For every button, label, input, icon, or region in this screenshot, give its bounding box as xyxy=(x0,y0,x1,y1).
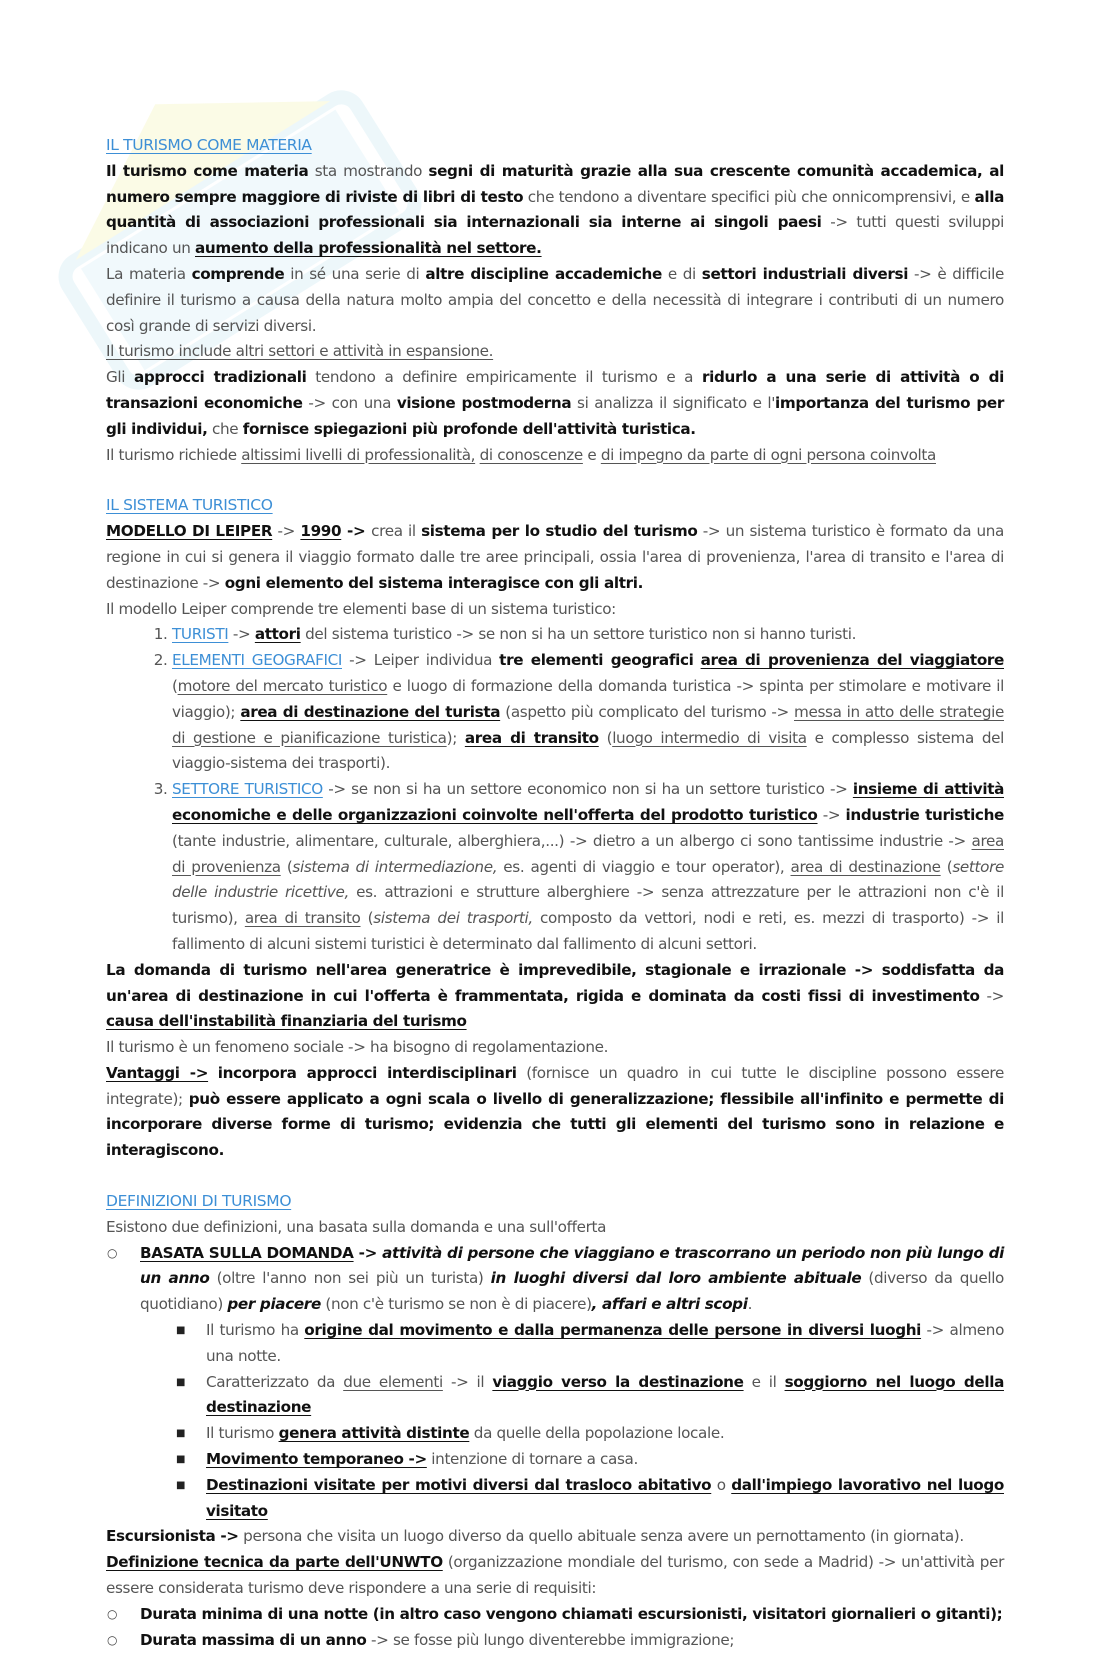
numbered-list xyxy=(106,622,1004,957)
underlined-text: area di provenienza xyxy=(172,831,1004,876)
bold-italic-text: in luoghi diversi dal loro ambiente abituale xyxy=(490,1269,862,1288)
text: (oltre l'anno non sei più un turista) xyxy=(209,1269,491,1288)
paragraph xyxy=(106,958,1004,1035)
text: (tante industrie, alimentare, culturale, alberghiera,...) -> dietro a un albergo ci sono tantissime industrie -> xyxy=(172,831,972,850)
bold-italic-text: attività di persone che viaggiano e trascorrano un periodo non più lungo di un anno xyxy=(140,1243,1005,1288)
bold-text: Escursionista -> xyxy=(106,1527,239,1546)
list-item xyxy=(206,1473,1004,1525)
bold-underlined-text: area di transito xyxy=(464,728,599,747)
section-title-definizioni: DEFINIZIONI DI TURISMO xyxy=(106,1192,292,1211)
text: (organizzazione mondiale del turismo, con sede a Madrid) -> un'attività per essere considerata turismo deve rispondere a una serie di requisiti: xyxy=(106,1553,1004,1598)
list-item xyxy=(172,648,1004,777)
text: -> un sistema turistico è formato da una regione in cui si genera il viaggio formato dalle tre aree principali, ossia l'area di provenienza, l'area di transito e l'area di destinazione -> xyxy=(106,522,1004,592)
italic-text: sistema dei trasporti, xyxy=(373,909,533,928)
text: es. attrazioni e strutture alberghiere -> senza attrezzature per le attrazioni non c'è il turismo), xyxy=(172,883,1005,928)
list-item xyxy=(206,1318,1004,1370)
list-item xyxy=(172,777,1004,958)
underlined-text: area di destinazione xyxy=(790,857,941,876)
bold-text: ogni elemento del sistema interagisce con gli altri. xyxy=(224,573,644,592)
text xyxy=(208,1064,218,1082)
list-item xyxy=(172,622,1004,648)
text: Gli xyxy=(106,368,134,387)
bold-underlined-text: genera attività distinte xyxy=(278,1424,470,1443)
bold-text: Durata massima di un anno xyxy=(140,1630,367,1649)
text: e complesso sistema del viaggio-sistema dei trasporti). xyxy=(172,728,1004,773)
text: persona che visita un luogo diverso da quello abituale senza avere un pernottamento (in giornata). xyxy=(238,1527,964,1546)
text: -> è difficile definire il turismo a causa della natura molto ampia del concetto e della necessità di integrare i contributi di un numero così grande di servizi diversi. xyxy=(106,264,1004,335)
bold-italic-text: , affari e altri scopi xyxy=(591,1295,748,1314)
text: Il turismo xyxy=(206,1424,279,1443)
list-item xyxy=(140,1602,1004,1628)
list-item xyxy=(140,1628,1004,1653)
bold-underlined-text: origine dal movimento e dalla permanenza delle persone in diversi luoghi xyxy=(304,1321,922,1340)
bold-text: tre elementi geografici xyxy=(499,651,694,670)
text xyxy=(693,651,700,669)
bold-underlined-text: area di provenienza del viaggiatore xyxy=(700,651,1004,670)
text: sta mostrando xyxy=(308,161,429,180)
text: -> almeno una notte. xyxy=(206,1321,1005,1365)
bold-text: altre discipline accademiche xyxy=(425,264,662,283)
text: (fornisce un quadro in cui tutte le discipline possono essere integrate); xyxy=(106,1063,1004,1108)
bold-text: comprende xyxy=(191,264,285,283)
bold-underlined-text: Definizione tecnica da parte dell'UNWTO xyxy=(106,1553,443,1572)
bold-text: -> xyxy=(353,1243,383,1262)
paragraph xyxy=(106,159,1004,262)
italic-text: sistema di intermediazione, xyxy=(292,857,498,876)
italic-text: settore delle industrie ricettive, xyxy=(172,857,1004,902)
underlined-paragraph: Il turismo include altri settori e attività in espansione. xyxy=(106,342,494,361)
text: ( xyxy=(598,728,613,747)
bold-text: ridurlo a una serie di attività o di transazioni economiche xyxy=(106,368,1005,412)
underlined-text: di conoscenze xyxy=(479,445,583,464)
text: -> Leiper individua xyxy=(342,651,500,670)
paragraph: Esistono due definizioni, una basata sulla domanda e una sull'offerta xyxy=(106,1217,607,1236)
bold-underlined-text: aumento della professionalità nel settore. xyxy=(195,239,542,258)
text: -> xyxy=(979,986,1004,1005)
paragraph xyxy=(106,1550,1004,1602)
text: Il turismo richiede xyxy=(106,445,242,464)
bold-text: fornisce spiegazioni più profonde dell'attività turistica. xyxy=(242,419,696,438)
bold-underlined-text: Vantaggi -> xyxy=(106,1063,209,1082)
text: ); xyxy=(446,728,465,747)
bold-underlined-text: MODELLO DI LEIPER xyxy=(106,522,273,541)
text: e xyxy=(582,445,601,464)
paragraph: Il turismo è un fenomeno sociale -> ha bisogno di regolamentazione. xyxy=(106,1038,609,1057)
bold-text: Il turismo come materia xyxy=(106,161,309,180)
bold-text: sistema per lo studio del turismo xyxy=(421,522,698,541)
text: (diverso da quello quotidiano) xyxy=(140,1269,1004,1314)
list-item xyxy=(140,1241,1004,1525)
text: ( xyxy=(360,909,374,928)
bold-underlined-text: 1990 xyxy=(300,522,342,541)
bold-underlined-text: insieme di attività economiche e delle organizzazioni coinvolte nell'offerta del prodotto turistico xyxy=(172,780,1004,824)
bold-text: -> xyxy=(341,522,372,541)
bold-underlined-text: area di destinazione del turista xyxy=(240,702,501,721)
bold-text: importanza del turismo per gli individui, xyxy=(106,393,1004,438)
text: ( xyxy=(280,857,293,876)
bold-underlined-text: attori xyxy=(254,625,301,644)
text: che xyxy=(207,419,243,438)
text: (aspetto più complicato del turismo -> xyxy=(500,702,795,721)
text: Caratterizzato da xyxy=(206,1372,344,1391)
text: -> il xyxy=(442,1372,493,1391)
section-title-sistema: IL SISTEMA TURISTICO xyxy=(106,496,273,515)
text: si analizza il significato e l' xyxy=(571,393,776,412)
bold-underlined-text: dall'impiego lavorativo nel luogo visitato xyxy=(206,1475,1004,1520)
bold-text: può essere applicato a ogni scala o livello di generalizzazione; flessibile all'infinito e permette di incorporare diverse forme di turismo; evidenzia che tutti gli elementi del turismo sono in relazione e interagiscono. xyxy=(106,1089,1004,1160)
text: e il xyxy=(743,1372,785,1391)
text: -> xyxy=(817,805,846,824)
blue-underlined-text: TURISTI xyxy=(172,625,229,644)
bold-text: approcci tradizionali xyxy=(134,368,307,387)
bold-underlined-text: Movimento temporaneo -> xyxy=(206,1450,427,1469)
text: composto da vettori, nodi e reti, es. mezzi di trasporto) -> il fallimento di alcuni sistemi turistici è determinato dal fallimento di alcuni settori. xyxy=(172,909,1005,953)
text: del sistema turistico -> se non si ha un settore turistico non si hanno turisti. xyxy=(300,625,857,644)
text: ( xyxy=(940,857,953,876)
paragraph xyxy=(106,443,1004,469)
text: -> xyxy=(272,522,301,541)
square-list xyxy=(140,1318,1004,1524)
text: -> tutti questi sviluppi indicano un xyxy=(106,213,1005,258)
text: e di xyxy=(661,264,702,283)
circle-list xyxy=(106,1602,1004,1653)
paragraph xyxy=(106,1524,1004,1550)
bold-text: alla quantità di associazioni professionali sia internazionali sia interne ai singoli paesi xyxy=(106,187,1004,232)
text: La materia xyxy=(106,264,192,283)
text: intenzione di tornare a casa. xyxy=(426,1450,638,1469)
text: tendono a definire empiricamente il turismo e a xyxy=(306,368,702,387)
bold-underlined-text: viaggio verso la destinazione xyxy=(492,1372,744,1391)
paragraph xyxy=(106,365,1004,442)
list-item xyxy=(206,1370,1004,1422)
bold-underlined-text: causa dell'instabilità finanziaria del turismo xyxy=(106,1012,467,1031)
underlined-text: due elementi xyxy=(343,1372,443,1391)
paragraph: Il modello Leiper comprende tre elementi base di un sistema turistico: xyxy=(106,599,616,618)
text: -> se non si ha un settore economico non si ha un settore turistico -> xyxy=(322,780,853,799)
text: (non c'è turismo se non è di piacere) xyxy=(320,1295,592,1314)
bold-text: incorpora approcci interdisciplinari xyxy=(217,1063,517,1082)
text: -> se fosse più lungo diventerebbe immigrazione; xyxy=(366,1630,735,1649)
underlined-text: altissimi livelli di professionalità, xyxy=(241,445,476,464)
paragraph xyxy=(106,1061,1004,1164)
bold-italic-text: per piacere xyxy=(227,1295,321,1314)
bold-text: settori industriali diversi xyxy=(701,264,909,283)
text: e luogo di formazione della domanda turistica -> spinta per stimolare e motivare il viaggio); xyxy=(172,676,1004,721)
underlined-text: luogo intermedio di visita xyxy=(612,728,807,747)
underlined-text: area di transito xyxy=(244,909,361,928)
text: es. agenti di viaggio e tour operator), xyxy=(497,857,791,876)
bold-text: industrie turistiche xyxy=(845,805,1005,824)
text: da quelle della popolazione locale. xyxy=(469,1424,725,1443)
text: -> con una xyxy=(302,393,397,412)
text: in sé una serie di xyxy=(284,264,426,283)
paragraph xyxy=(106,262,1004,339)
text: che tendono a diventare specifici più che onnicomprensivi, e xyxy=(523,187,975,206)
document-page xyxy=(106,133,1004,1653)
bold-underlined-text: Destinazioni visitate per motivi diversi dal trasloco abitativo xyxy=(206,1475,712,1494)
bold-underlined-text: soggiorno nel luogo della destinazione xyxy=(206,1372,1004,1417)
text: . xyxy=(747,1295,753,1314)
bold-text: La domanda di turismo nell'area generatrice è imprevedibile, stagionale e irrazionale -> soddisfatta da un'area di destinazione in cui l'offerta è frammentata, rigida e dominata da costi fissi di investimento xyxy=(106,960,1004,1005)
paragraph xyxy=(106,519,1004,596)
underlined-text: motore del mercato turistico xyxy=(177,676,388,695)
bold-text: Durata minima di una notte (in altro caso vengono chiamati escursionisti, visitatori giornalieri o gitanti); xyxy=(140,1604,1003,1623)
text: -> xyxy=(228,625,255,644)
blue-underlined-text: ELEMENTI GEOGRAFICI xyxy=(172,651,342,670)
text: o xyxy=(711,1475,732,1494)
bold-text: visione postmoderna xyxy=(396,393,572,412)
bold-underlined-text: BASATA SULLA DOMANDA xyxy=(140,1243,354,1262)
blue-underlined-text: SETTORE TURISTICO xyxy=(172,780,323,799)
underlined-text: di impegno da parte di ogni persona coinvolta xyxy=(600,445,936,464)
underlined-text: messa in atto delle strategie di gestione e pianificazione turistica xyxy=(172,702,1004,747)
list-item xyxy=(206,1447,1004,1473)
text: Il turismo ha xyxy=(206,1321,305,1340)
bold-text: segni di maturità grazie alla sua crescente comunità accademica, al numero sempre maggiore di riviste di libri di testo xyxy=(106,161,1004,206)
text: ( xyxy=(172,676,178,695)
text: crea il xyxy=(371,522,422,541)
list-item xyxy=(206,1421,1004,1447)
section-title-materia: IL TURISMO COME MATERIA xyxy=(106,136,312,154)
circle-list xyxy=(106,1241,1004,1525)
